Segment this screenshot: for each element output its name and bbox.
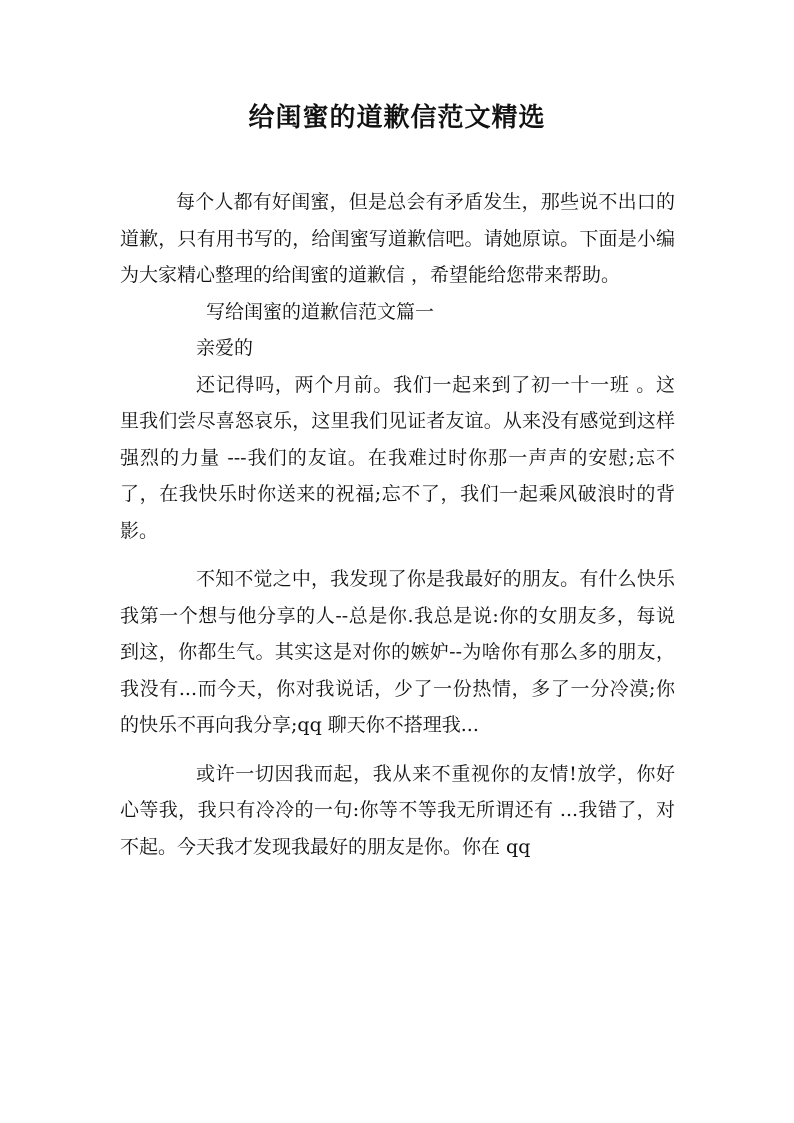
- document-body: [120, 184, 675, 877]
- salutation: 亲爱的: [196, 337, 254, 359]
- document-title: 给闺蜜的道歉信范文精选: [248, 103, 546, 133]
- letter-paragraph-2: 不知不觉之中，我发现了你是我最好的朋友。有什么快乐我第一个想与他分享的人--总是你.我总是说:你的女朋友多，每说到这，你都生气。其实这是对你的嫉妒--为啥你有那么多的朋友，我没有...而今天，你对我说话，少了一份热情，多了一分冷漠;你的快乐不再向我分享;qq 聊天你不搭理我...: [120, 568, 675, 736]
- letter-paragraph-1: 还记得吗，两个月前。我们一起来到了初一十一班 。这里我们尝尽喜怒哀乐，这里我们见证者友谊。从来没有感觉到这样强烈的力量 ---我们的友谊。在我难过时你那一声声的安慰;忘不了，在我快乐时你送来的祝福;忘不了，我们一起乘风破浪时的背影。: [120, 373, 675, 542]
- intro-paragraph: 每个人都有好闺蜜，但是总会有矛盾发生，那些说不出口的道歉，只有用书写的，给闺蜜写道歉信吧。请她原谅。下面是小编为大家精心整理的给闺蜜的道歉信 ，希望能给您带来帮助。: [120, 191, 675, 286]
- letter-paragraph-3: 或许一切因我而起，我从来不重视你的友情!放学，你好心等我，我只有冷冷的一句:你等不等我无所谓还有 ...我错了，对不起。今天我才发现我最好的朋友是你。你在 qq: [120, 762, 675, 858]
- section-heading: 写给闺蜜的道歉信范文篇一: [206, 300, 435, 323]
